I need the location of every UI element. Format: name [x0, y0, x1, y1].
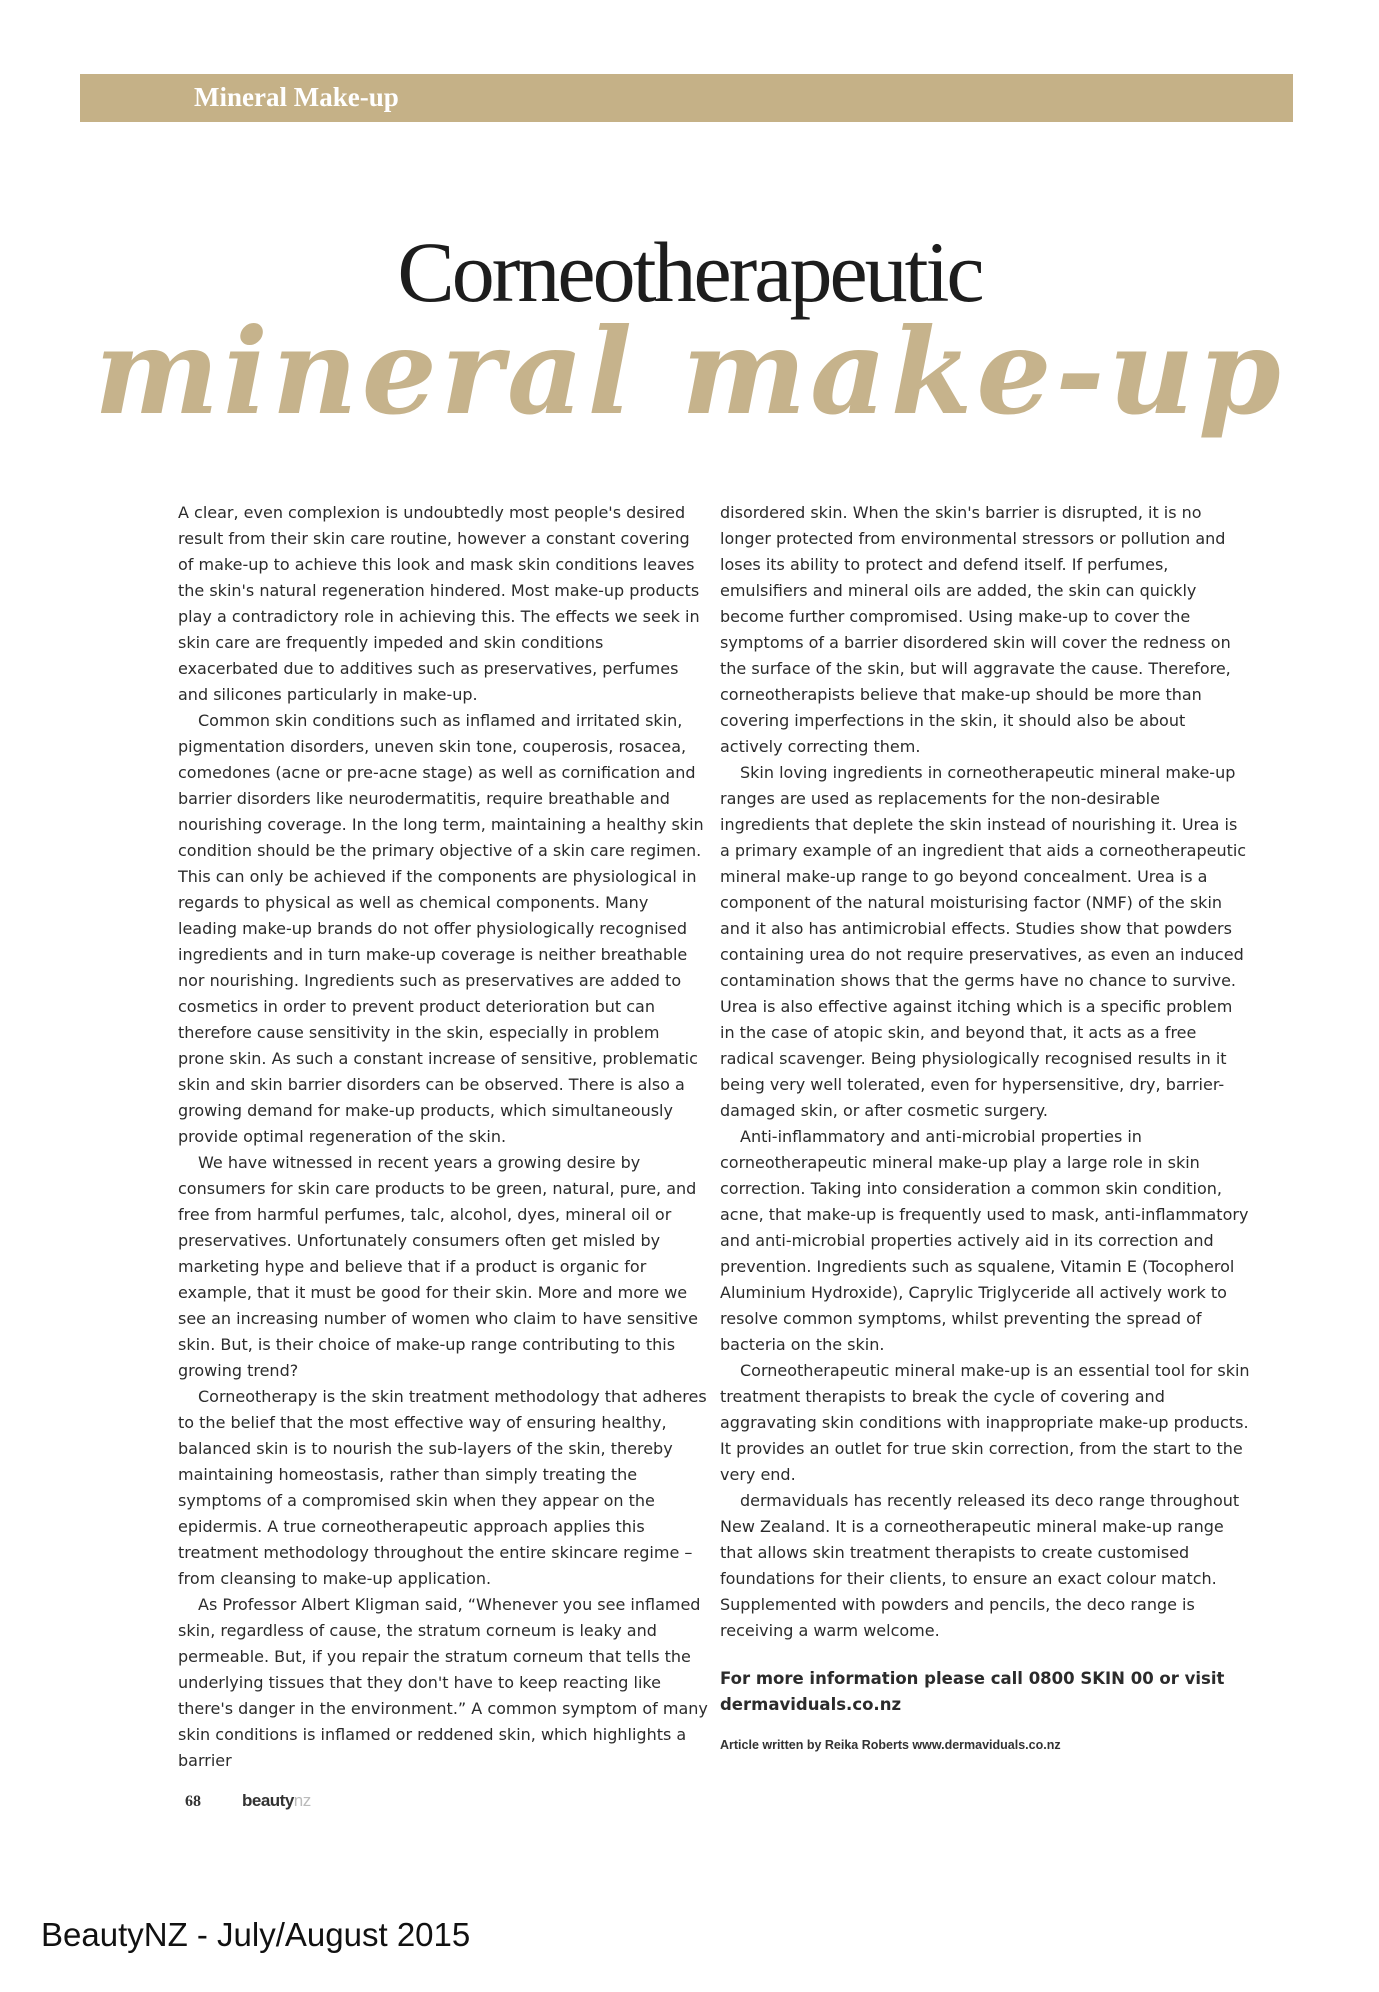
paragraph: Corneotherapeutic mineral make-up is an essential tool for skin treatment therapists to break the cycle of covering and aggravating skin conditions with inappropriate make-up products. It provides an outlet for true skin correction, from the start to the very end.: [720, 1361, 1250, 1484]
paragraph: Common skin conditions such as inflamed and irritated skin, pigmentation disorders, uneven skin tone, couperosis, rosacea, comedones (acne or pre-acne stage) as well as cornification and barrier disorders like neurodermatitis, require breathable and nourishing coverage. In the long term, maintaining a healthy skin condition should be the primary objective of a skin care regimen. This can only be achieved if the components are physiological in regards to physical as well as chemical components. Many leading make-up brands do not offer physiologically recognised ingredients and in turn make-up coverage is neither breathable nor nourishing. Ingredients such as preservatives are added to cosmetics in order to prevent product deterioration but can therefore cause sensitivity in the skin, especially in problem prone skin. As such a constant increase of sensitive, problematic skin and skin barrier disorders can be observed. There is also a growing demand for make-up products, which simultaneously provide optimal regeneration of the skin.: [178, 711, 704, 1146]
paragraph: Corneotherapy is the skin treatment methodology that adheres to the belief that the most effective way of ensuring healthy, balanced skin is to nourish the sub-layers of the skin, thereby maintaining homeostasis, rather than simply treating the symptoms of a compromised skin when they appear on the epidermis. A true corneotherapeutic approach applies this treatment methodology throughout the entire skincare regime – from cleansing to make-up application.: [178, 1387, 707, 1588]
paragraph: As Professor Albert Kligman said, “Whenever you see inflamed skin, regardless of cause, the stratum corneum is leaky and permeable. But, if you repair the stratum corneum that tells the underlying tissues that they don't have to keep reacting like there's danger in the environment.” A common symptom of many skin conditions is inflamed or reddened skin, which highlights a barrier: [178, 1595, 708, 1770]
paragraph: Anti-inflammatory and anti-microbial properties in corneotherapeutic mineral make-up play a large role in skin correction. Taking into consideration a common skin condition, acne, that make-up is frequently used to mask, anti-inflammatory and anti-microbial properties actively aid in its correction and prevention. Ingredients such as squalene, Vitamin E (Tocopherol Aluminium Hydroxide), Caprylic Triglyceride all actively work to resolve common symptoms, whilst preventing the spread of bacteria on the skin.: [720, 1127, 1249, 1354]
article-title: Corneotherapeutic: [397, 224, 982, 320]
magazine-logo-suffix: nz: [293, 1791, 311, 1810]
article-column-right: [720, 500, 1250, 1758]
source-caption: BeautyNZ - July/August 2015: [41, 1916, 471, 1953]
section-header-label: Mineral Make-up: [194, 82, 399, 112]
paragraph: dermaviduals has recently released its deco range throughout New Zealand. It is a corneotherapeutic mineral make-up range that allows skin treatment therapists to create customised foundations for their clients, to ensure an exact colour match. Supplemented with powders and pencils, the deco range is receiving a warm welcome.: [720, 1491, 1240, 1640]
article-title-script: mineral make-up: [94, 302, 1285, 441]
article-column-left: [178, 500, 708, 1774]
article-credit: Article written by Reika Roberts www.dermaviduals.co.nz: [720, 1738, 1061, 1752]
contact-info: For more information please call 0800 SKIN 00 or visit dermaviduals.co.nz: [720, 1669, 1225, 1714]
paragraph: Skin loving ingredients in corneotherapeutic mineral make-up ranges are used as replacements for the non-desirable ingredients that deplete the skin instead of nourishing it. Urea is a primary example of an ingredient that aids a corneotherapeutic mineral make-up range to go beyond concealment. Urea is a component of the natural moisturising factor (NMF) of the skin and it also has antimicrobial effects. Studies show that powders containing urea do not require preservatives, as even an induced contamination shows that the germs have no chance to survive. Urea is also effective against itching which is a specific problem in the case of atopic skin, and beyond that, it acts as a free radical scavenger. Being physiologically recognised results in it being very well tolerated, even for hypersensitive, dry, barrier-damaged skin, or after cosmetic surgery.: [720, 763, 1247, 1120]
paragraph: We have witnessed in recent years a growing desire by consumers for skin care products to be green, natural, pure, and free from harmful perfumes, talc, alcohol, dyes, mineral oil or preservatives. Unfortunately consumers often get misled by marketing hype and believe that if a product is organic for example, that it must be good for their skin. More and more we see an increasing number of women who claim to have sensitive skin. But, is their choice of make-up range contributing to this growing trend?: [178, 1153, 699, 1380]
page-number: 68: [185, 1793, 201, 1810]
paragraph: disordered skin. When the skin's barrier is disrupted, it is no longer protected from environmental stressors or pollution and loses its ability to protect and defend itself. If perfumes, emulsifiers and mineral oils are added, the skin can quickly become further compromised. Using make-up to cover the symptoms of a barrier disordered skin will cover the redness on the surface of the skin, but will aggravate the cause. Therefore, corneotherapists believe that make-up should be more than covering imperfections in the skin, it should also be about actively correcting them.: [720, 503, 1231, 756]
magazine-logo-main: beauty: [242, 1791, 294, 1810]
paragraph: A clear, even complexion is undoubtedly most people's desired result from their skin care routine, however a constant covering of make-up to achieve this look and mask skin conditions leaves the skin's natural regeneration hindered. Most make-up products play a contradictory role in achieving this. The effects we seek in skin care are frequently impeded and skin conditions exacerbated due to additives such as preservatives, perfumes and silicones particularly in make-up.: [178, 503, 700, 704]
section-header-band: [80, 74, 1293, 122]
magazine-logo: [242, 1791, 311, 1811]
